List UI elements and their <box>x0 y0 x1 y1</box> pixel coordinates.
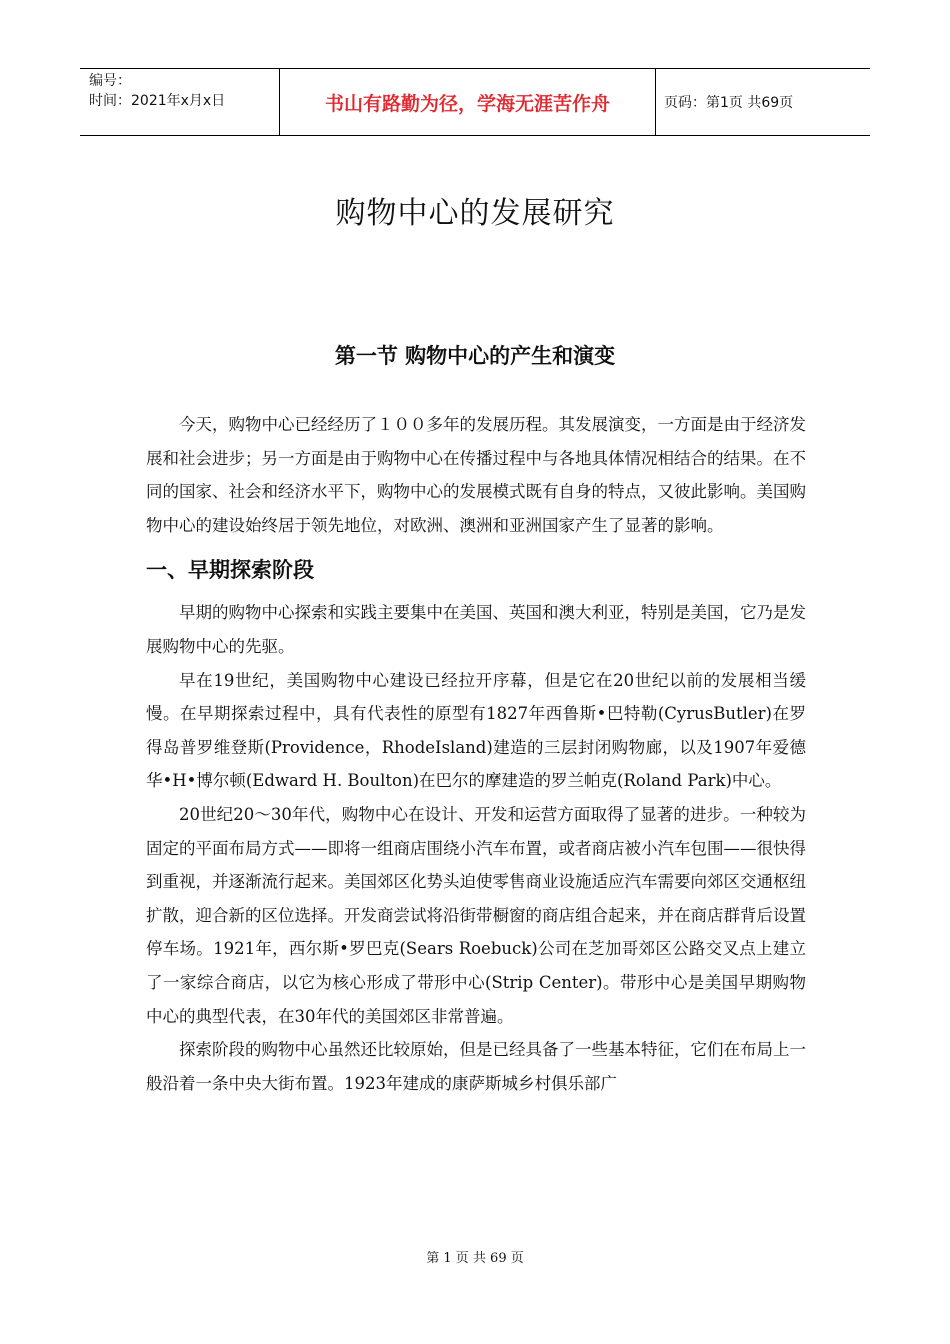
document-title: 购物中心的发展研究 <box>335 196 615 231</box>
document-number-label: 编号： <box>89 73 131 89</box>
header-meta <box>80 69 280 135</box>
section-title: 第一节 购物中心的产生和演变 <box>334 344 616 368</box>
document-time-label: 时间：2021年x月x日 <box>89 93 226 109</box>
body-paragraph: 早在19世纪，美国购物中心建设已经拉开序幕，但是它在20世纪以前的发展相当缓慢。在早期探索过程中，具有代表性的原型有1827年西鲁斯•巴特勒(CyrusButler)在罗得岛普罗维登斯(Providence，RhodeIsland)建造的三层封闭购物廊，以及1907年爱德华•H•博尔顿(Edward H. Boulton)在巴尔的摩建造的罗兰帕克(Roland Park)中心。 <box>146 670 806 791</box>
page-footer: 第 1 页 共 69 页 <box>426 1251 524 1266</box>
header-motto: 书山有路勤为径，学海无涯苦作舟 <box>280 69 656 135</box>
body-paragraph: 早期的购物中心探索和实践主要集中在美国、英国和澳大利亚，特别是美国，它乃是发展购物中心的先驱。 <box>146 603 806 656</box>
subsection-title: 一、早期探索阶段 <box>146 558 314 583</box>
intro-paragraph: 今天，购物中心已经经历了１００多年的发展历程。其发展演变，一方面是由于经济发展和社会进步；另一方面是由于购物中心在传播过程中与各地具体情况相结合的结果。在不同的国家、社会和经济水平下，购物中心的发展模式既有自身的特点，又彼此影响。美国购物中心的建设始终居于领先地位，对欧洲、澳洲和亚洲国家产生了显著的影响。 <box>146 415 806 535</box>
page-header <box>80 68 870 136</box>
body-paragraph: 探索阶段的购物中心虽然还比较原始，但是已经具备了一些基本特征，它们在布局上一般沿着一条中央大街布置。1923年建成的康萨斯城乡村俱乐部广 <box>146 1040 806 1093</box>
header-page-indicator: 页码：第1页 共69页 <box>664 95 794 111</box>
body-paragraph: 20世纪20～30年代，购物中心在设计、开发和运营方面取得了显著的进步。一种较为固定的平面布局方式——即将一组商店围绕小汽车布置，或者商店被小汽车包围——很快得到重视，并逐渐流行起来。美国郊区化势头迫使零售商业设施适应汽车需要向郊区交通枢纽扩散，迎合新的区位选择。开发商尝试将沿街带橱窗的商店组合起来，并在商店群背后设置停车场。1921年，西尔斯•罗巴克(Sears Roebuck)公司在芝加哥郊区公路交叉点上建立了一家综合商店，以它为核心形成了带形中心(Strip Center)。带形中心是美国早期购物中心的典型代表，在30年代的美国郊区非常普遍。 <box>146 804 806 1026</box>
document-body <box>146 408 806 1100</box>
